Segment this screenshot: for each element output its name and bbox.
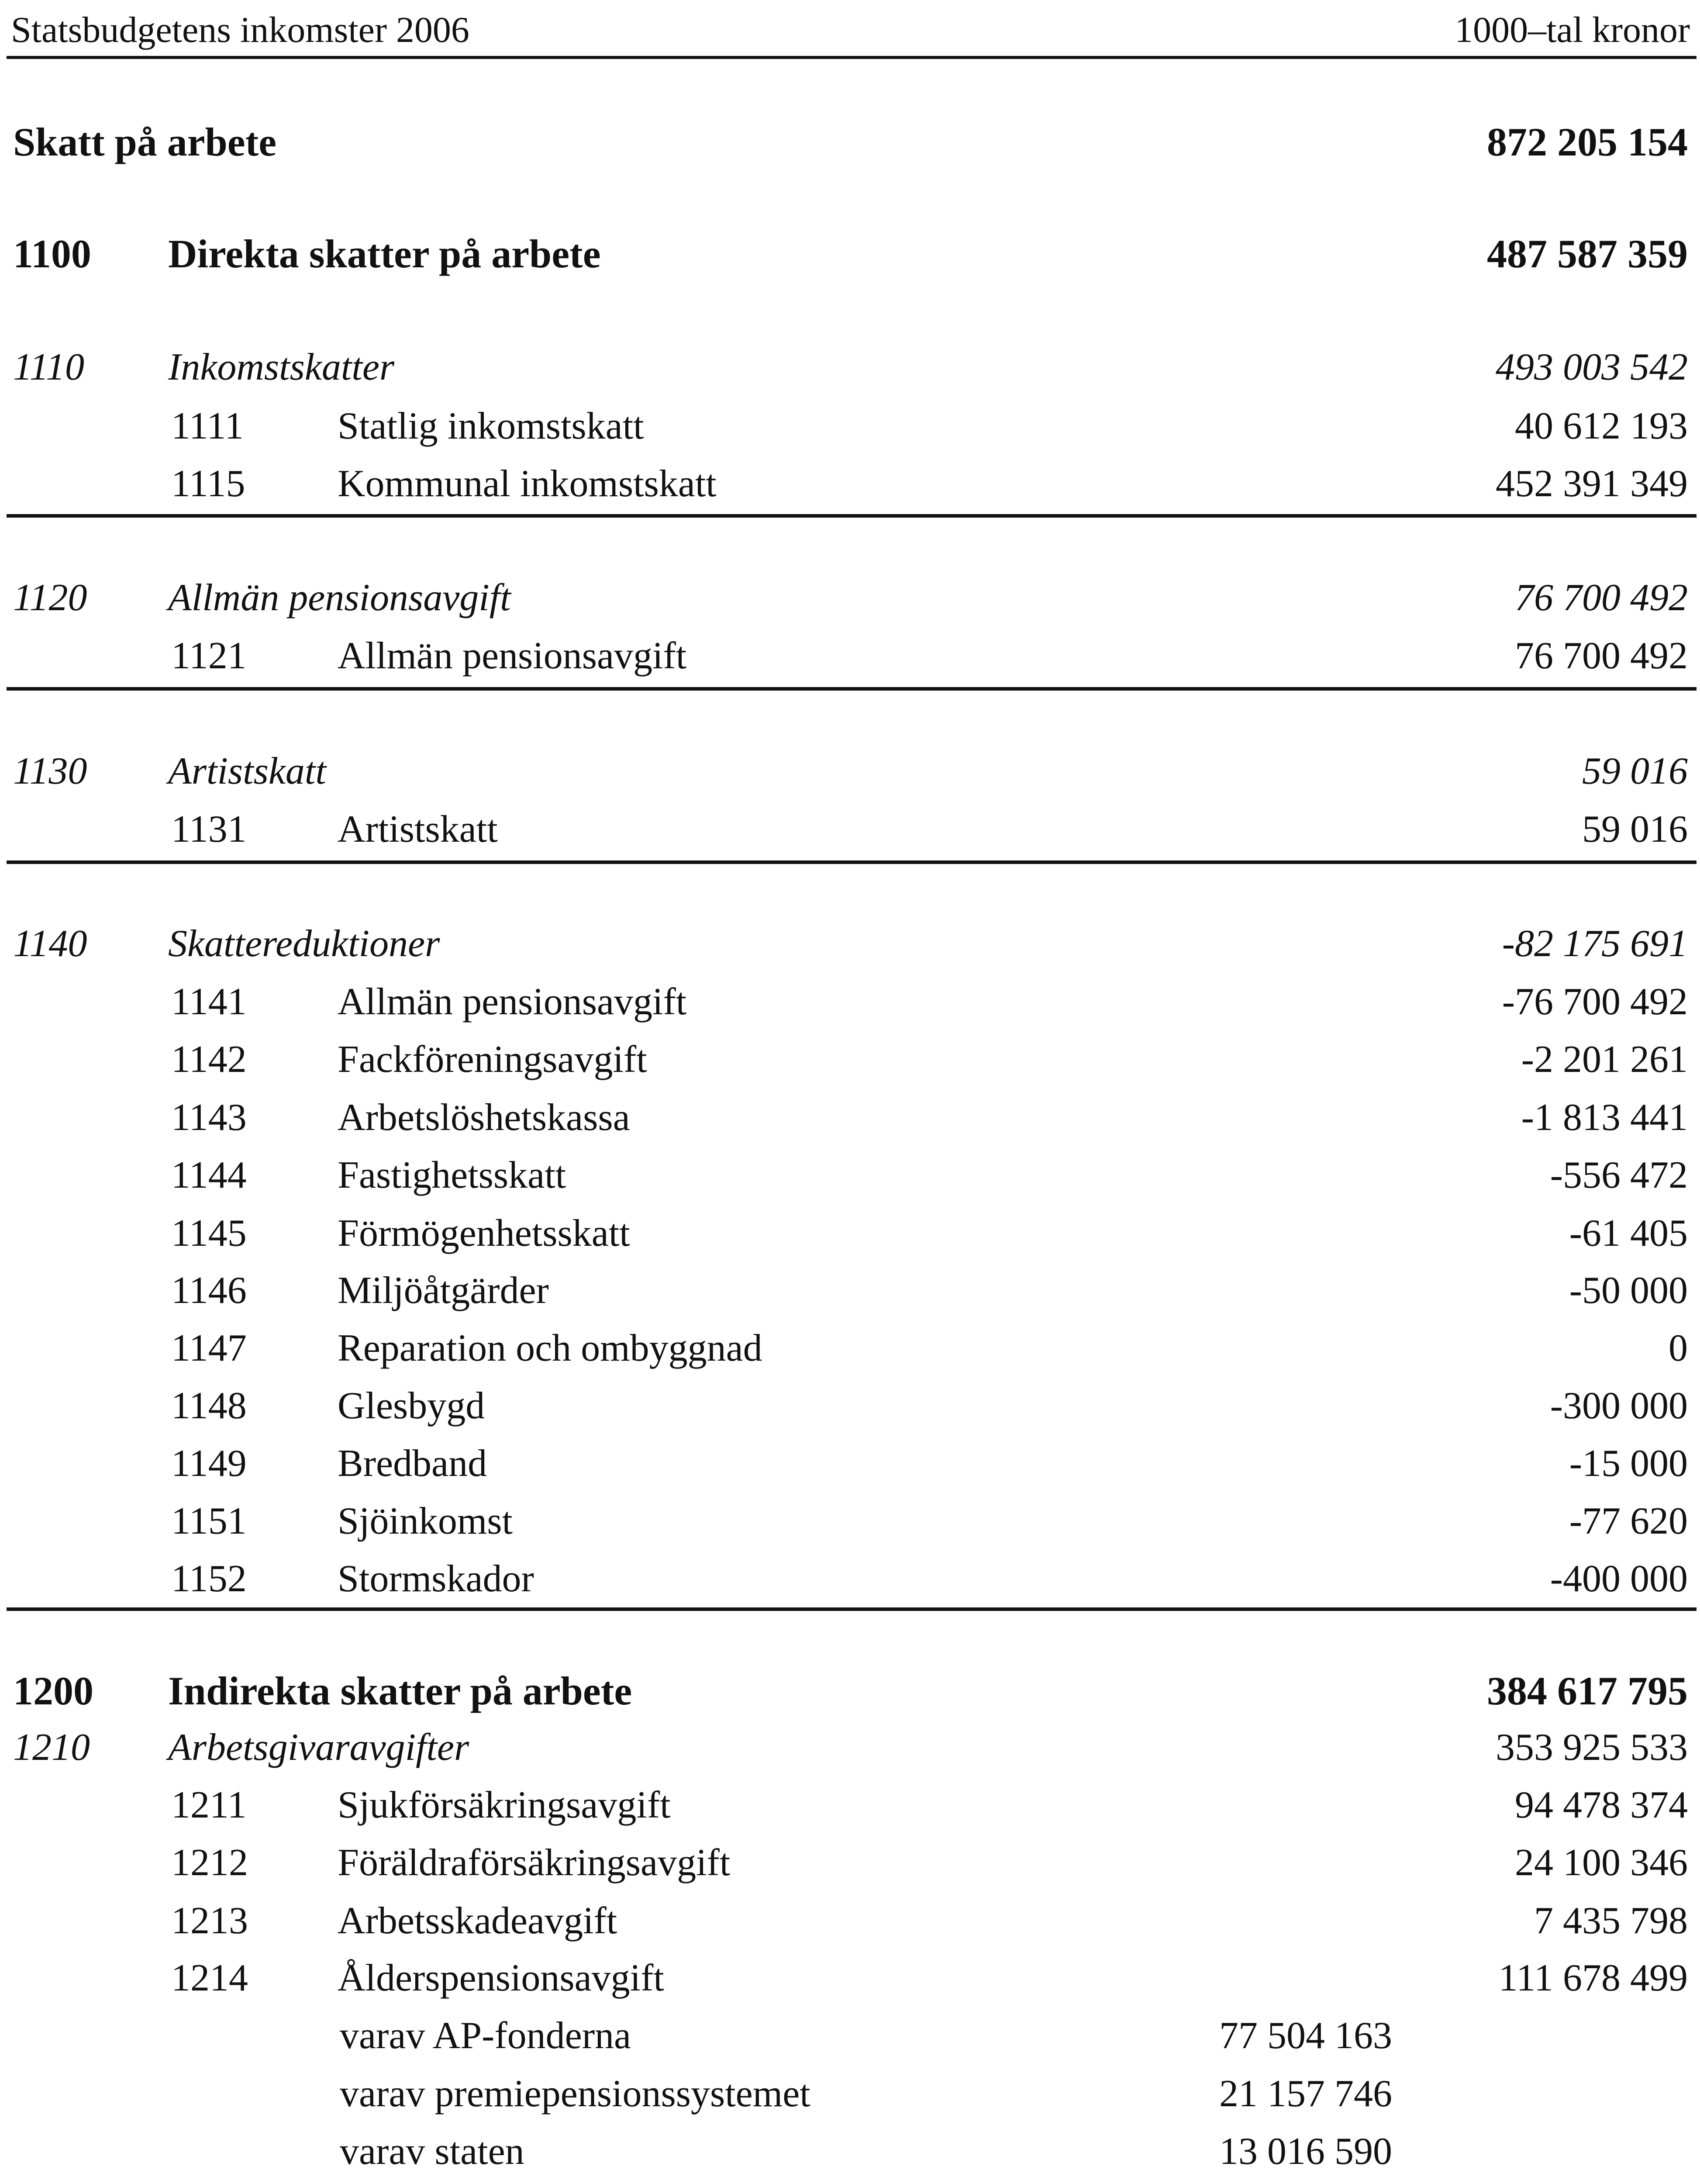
row-code: 1148 <box>171 1385 247 1427</box>
row-code: 1151 <box>171 1500 247 1542</box>
row-amount: 59 016 <box>1582 750 1688 792</box>
row-sub-amount: 13 016 590 <box>1219 2130 1392 2173</box>
row-amount: -50 000 <box>1569 1269 1688 1312</box>
row-label: Artistskatt <box>168 750 326 792</box>
row-label: Glesbygd <box>338 1385 485 1427</box>
row-amount: -82 175 691 <box>1502 923 1688 965</box>
row-label: Allmän pensionsavgift <box>168 577 511 619</box>
row-code: 1115 <box>171 463 245 505</box>
divider-1110 <box>7 514 1697 518</box>
row-label: Sjöinkomst <box>338 1500 513 1542</box>
row-amount: 0 <box>1669 1327 1688 1369</box>
row-code: 1120 <box>13 577 87 619</box>
row-amount: 452 391 349 <box>1496 463 1688 505</box>
row-amount: -61 405 <box>1569 1212 1688 1254</box>
row-label: Förmögenhetsskatt <box>338 1212 630 1254</box>
row-sub-amount: 21 157 746 <box>1219 2073 1392 2115</box>
row-amount: -556 472 <box>1550 1154 1688 1196</box>
divider-1130 <box>7 860 1697 864</box>
row-label: Skattereduktioner <box>168 923 440 965</box>
row-code: 1152 <box>171 1558 247 1600</box>
row-label: Föräldraförsäkringsavgift <box>338 1842 731 1884</box>
row-amount: -15 000 <box>1569 1442 1688 1485</box>
row-amount: 94 478 374 <box>1515 1784 1688 1826</box>
row-code: 1212 <box>171 1842 248 1884</box>
row-code: 1213 <box>171 1900 248 1942</box>
row-label: Allmän pensionsavgift <box>338 635 687 677</box>
row-label: varav staten <box>340 2130 524 2173</box>
row-label: varav AP-fonderna <box>340 2015 631 2057</box>
row-code: 1130 <box>13 750 87 792</box>
page-header <box>11 6 1690 54</box>
row-code: 1141 <box>171 981 247 1023</box>
row-code: 1142 <box>171 1038 247 1081</box>
header-rule <box>7 56 1697 59</box>
row-code: 1131 <box>171 808 247 850</box>
row-code: 1100 <box>13 232 91 276</box>
row-amount: 353 925 533 <box>1496 1726 1688 1769</box>
row-amount: 111 678 499 <box>1498 1957 1688 1999</box>
row-code: 1146 <box>171 1269 247 1312</box>
row-label: Arbetslöshetskassa <box>338 1096 630 1139</box>
row-amount: -400 000 <box>1550 1558 1688 1600</box>
row-amount: -77 620 <box>1569 1500 1688 1542</box>
row-code: 1143 <box>171 1096 247 1139</box>
row-amount: 76 700 492 <box>1515 577 1688 619</box>
row-amount: 487 587 359 <box>1487 232 1688 276</box>
row-amount: -76 700 492 <box>1502 981 1688 1023</box>
row-label: Skatt på arbete <box>13 120 277 164</box>
row-label: Stormskador <box>338 1558 534 1600</box>
row-label: Allmän pensionsavgift <box>338 981 687 1023</box>
row-code: 1145 <box>171 1212 247 1254</box>
row-amount: -2 201 261 <box>1521 1038 1688 1081</box>
row-code: 1144 <box>171 1154 247 1196</box>
row-amount: -1 813 441 <box>1521 1096 1688 1139</box>
row-label: Ålderspensionsavgift <box>338 1957 664 1999</box>
row-code: 1200 <box>13 1669 93 1713</box>
row-amount: 7 435 798 <box>1534 1900 1688 1942</box>
row-label: Artistskatt <box>338 808 498 850</box>
row-label: Direkta skatter på arbete <box>168 232 601 276</box>
row-amount: 59 016 <box>1582 808 1688 850</box>
unit-label: 1000–tal kronor <box>1455 10 1690 50</box>
row-code: 1147 <box>171 1327 247 1369</box>
row-label: Sjukförsäkringsavgift <box>338 1784 671 1826</box>
row-code: 1111 <box>171 405 244 447</box>
row-sub-amount: 77 504 163 <box>1219 2015 1392 2057</box>
row-amount: 24 100 346 <box>1515 1842 1688 1884</box>
row-code: 1211 <box>171 1784 247 1826</box>
row-label: Kommunal inkomstskatt <box>338 463 717 505</box>
row-label: Fastighetsskatt <box>338 1154 566 1196</box>
row-code: 1121 <box>171 635 247 677</box>
divider-1140 <box>7 1607 1697 1611</box>
row-code: 1110 <box>13 346 84 388</box>
row-code: 1149 <box>171 1442 247 1485</box>
row-label: Bredband <box>338 1442 487 1485</box>
row-amount: 40 612 193 <box>1515 405 1688 447</box>
row-amount: 76 700 492 <box>1515 635 1688 677</box>
row-label: Arbetsskadeavgift <box>338 1900 617 1942</box>
row-amount: 384 617 795 <box>1487 1669 1688 1713</box>
row-label: Reparation och ombyggnad <box>338 1327 762 1369</box>
row-label: Inkomstskatter <box>168 346 395 388</box>
row-code: 1214 <box>171 1957 248 1999</box>
row-label: Fackföreningsavgift <box>338 1038 647 1081</box>
divider-1120 <box>7 687 1697 691</box>
row-label: Statlig inkomstskatt <box>338 405 644 447</box>
row-amount: -300 000 <box>1550 1385 1688 1427</box>
row-amount: 872 205 154 <box>1487 120 1688 164</box>
row-label: Arbetsgivaravgifter <box>168 1726 469 1769</box>
document-title: Statsbudgetens inkomster 2006 <box>11 10 469 50</box>
row-label: varav premiepensionssystemet <box>340 2073 810 2115</box>
row-code: 1140 <box>13 923 87 965</box>
row-code: 1210 <box>13 1726 90 1769</box>
row-label: Indirekta skatter på arbete <box>168 1669 632 1713</box>
row-label: Miljöåtgärder <box>338 1269 549 1312</box>
row-amount: 493 003 542 <box>1496 346 1688 388</box>
